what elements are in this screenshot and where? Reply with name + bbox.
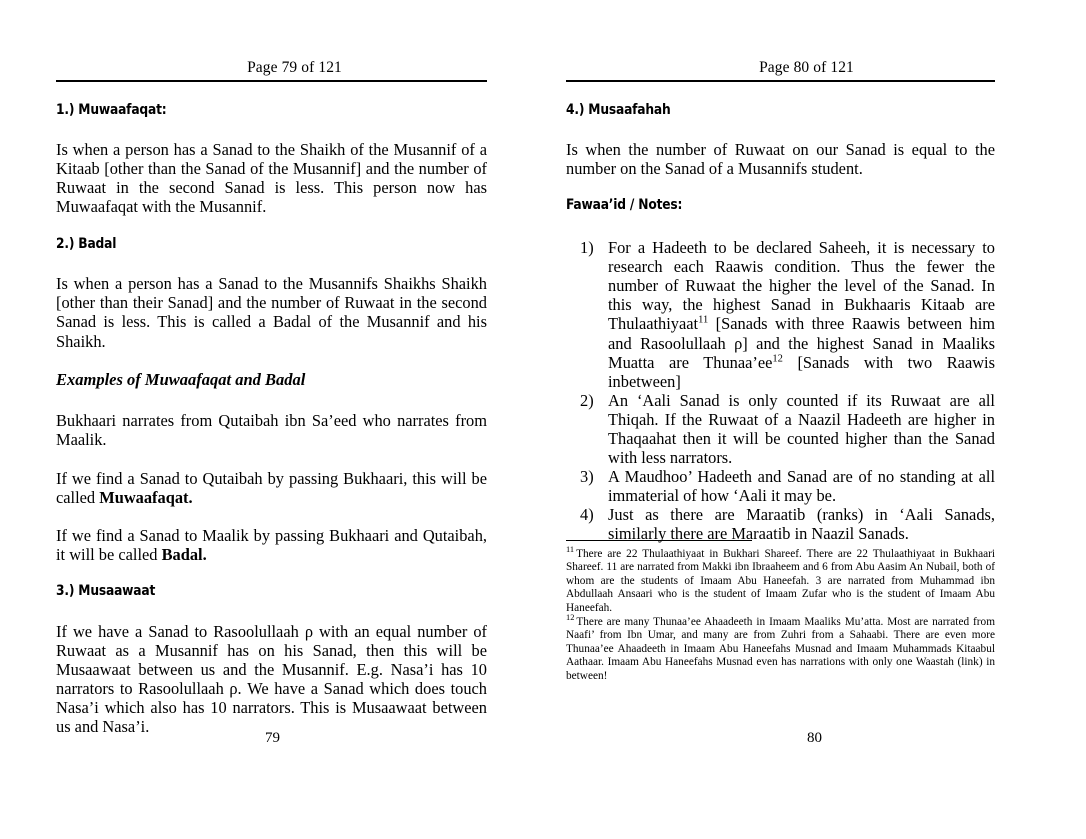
paragraph-bukhaari-narrates: Bukhaari narrates from Qutaibah ibn Sa’eed who narrates from Maalik. [56,411,487,450]
section-heading-musaafahah: 4.) Musaafahah [566,101,671,118]
list-item-number: 3) [580,467,594,487]
footnote-block [566,540,995,684]
section-heading-muwaafaqat: 1.) Muwaafaqat: [56,101,167,118]
example-muwaafaqat-text: If we find a Sanad to Qutaibah by passing Bukhaari, this will be called [56,468,487,507]
running-header-left: Page 79 of 121 [247,59,342,76]
paragraph-example-badal [56,526,487,564]
paragraph-muwaafaqat: Is when a person has a Sanad to the Shaikh of the Musannif of a Kitaab [other than the Sanad of the Musannif] and the number of Ruwaat in the second Sanad is less. This person now has Muwaafaqat with the Musannif. [56,140,487,217]
footnote-marker-12[interactable]: 12 [772,353,783,365]
paragraph-musaawaat: If we have a Sanad to Rasoolullaah ρ with an equal number of Ruwaat as a Musannif has on his Sanad, then this will be Musaawaat between us and the Musannif. E.g. Nasa’i has 10 narrators to Rasoolullaah ρ. We have a Sanad which does touch Nasa’i which also has 10 narrators. This is Musaawaat between us and Nasa’i. [56,621,487,737]
subheading-examples: Examples of Muwaafaqat and Badal [56,369,306,389]
footnote-separator-rule [566,540,752,541]
footnote-11 [566,545,995,615]
list-item [566,391,995,467]
list-item-number: 4) [580,505,594,525]
example-badal-text: If we find a Sanad to Maalik by passing Bukhaari and Qutaibah, it will be called [56,525,487,564]
section-heading-musaawaat: 3.) Musaawaat [56,582,156,599]
list-item-text: An ‘Aali Sanad is only counted if its Ruwaat are all Thiqah. If the Ruwaat of a Naazil Hadeeth are higher in Thaqaahat then it will be counted higher than the Sanad with less narrators. [608,390,995,468]
list-item [566,467,995,505]
section-heading-badal: 2.) Badal [56,235,117,252]
example-badal-term: Badal. [161,544,207,564]
folio-left: 79 [265,730,280,746]
list-item [566,238,995,391]
page-right [543,0,1086,839]
footnote-11-text: There are 22 Thulaathiyaat in Bukhari Shareef. There are 22 Thulaathiyaat in Bukhaari Shareef. 11 are narrated from Makki ibn Ibraaheem and 6 from Abu Aasim An Nubail, both of whom are the students of Imaam Abu Haneefah. 3 are narrated from Muhammad ibn Abdullaah Ansaari who is the student of Imaam Zufar who is the student of Imaam Abu Haneefah. [566,548,995,614]
list-item-text: For a Hadeeth to be declared Saheeh, it is necessary to research each Raawis condition. Thus the fewer the number of Ruwaat the higher the level of the Sanad. In this way, the highest Sanad in Bukhaaris Kitaab are Thulaathiyaat [608,238,995,334]
header-rule-left [56,80,487,82]
list-item-number: 1) [580,238,594,258]
paragraph-badal: Is when a person has a Sanad to the Musannifs Shaikhs Shaikh [other than their Sanad] and the number of Ruwaat in the second Sanad is less. This is called a Badal of the Musannif and his Shaikh. [56,274,487,351]
list-item-number: 2) [580,390,594,410]
list-item-text-end: [Sanads with two Raawis inbetween] [608,352,995,391]
running-header-right: Page 80 of 121 [759,59,854,76]
footnote-marker-11[interactable]: 11 [698,314,709,326]
header-rule-right [566,80,995,82]
folio-right: 80 [807,730,822,746]
list-item-text: A Maudhoo’ Hadeeth and Sanad are of no standing at all immaterial of how ‘Aali it may be. [608,467,995,506]
paragraph-example-muwaafaqat [56,469,487,507]
notes-list [566,238,995,544]
footnote-12-text: There are many Thunaa’ee Ahaadeeth in Imaam Maaliks Mu’atta. Most are narrated from Naafi’ from Ibn Umar, and many are from Zuhri from a Sahaabi. There are even more Thunaa’ee Ahaadeeth in Imaam Abu Haneefahs Musnad and Imaam Muhammads Kitaabul Aathaar. Imaam Abu Haneefahs Musnad even has narrations with only one Waastah (link) in between! [566,616,995,682]
example-muwaafaqat-term: Muwaafaqat. [99,487,193,507]
list-item [566,505,995,543]
section-heading-fawaaid-notes: Fawaa’id / Notes: [566,197,683,214]
footnote-12 [566,613,995,683]
paragraph-musaafahah: Is when the number of Ruwaat on our Sanad is equal to the number on the Sanad of a Musannifs student. [566,140,995,179]
list-item-text-cont: [Sanads with three Raawis between him and Rasoolullaah ρ] and the highest Sanad in Maaliks Muatta are Thunaa’ee [608,314,995,372]
footnote-number-12: 12 [566,613,575,623]
list-item-text: Just as there are Maraatib (ranks) in ‘Aali Sanads, similarly there are Maraatib in Naazil Sanads. [608,505,995,544]
footnote-number-11: 11 [566,545,575,555]
